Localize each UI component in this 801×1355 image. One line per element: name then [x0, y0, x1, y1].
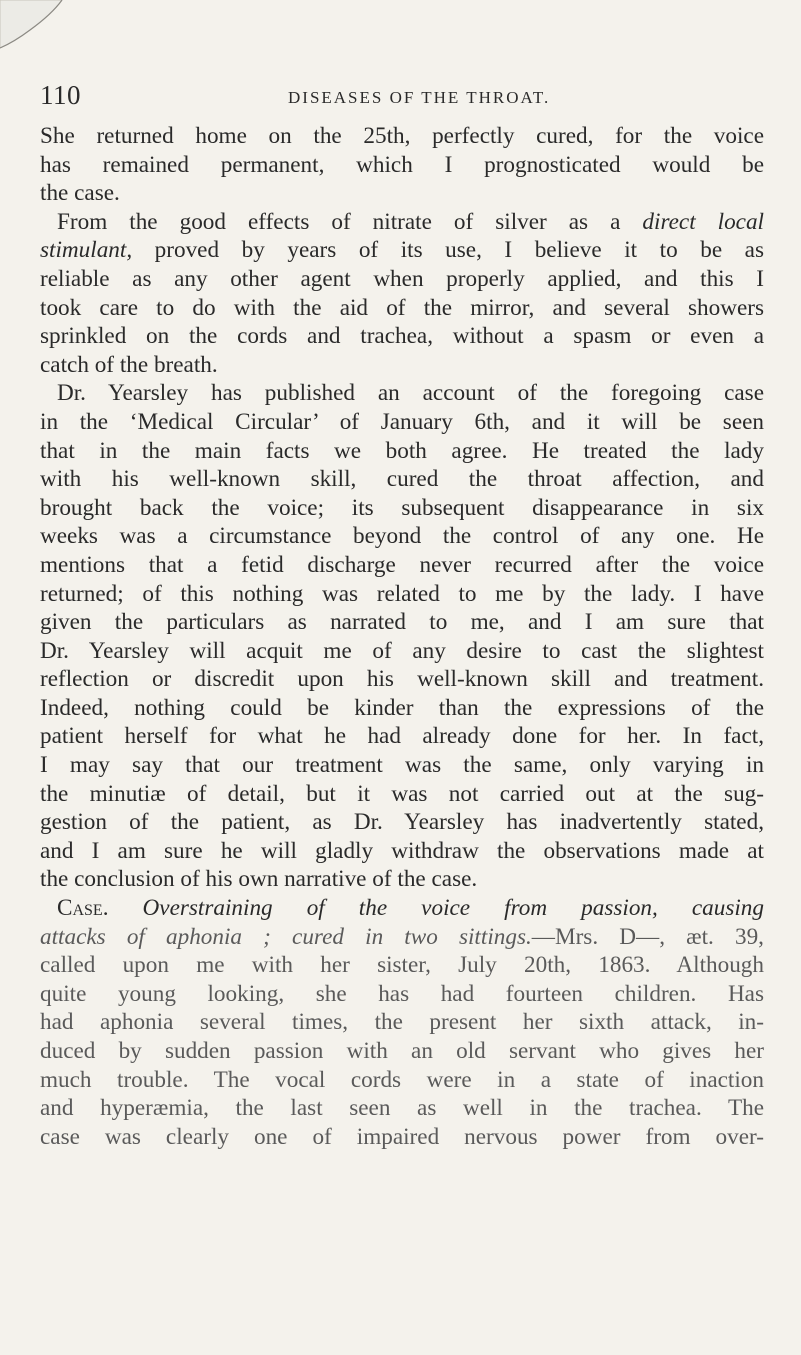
- text-line: the case.: [40, 180, 120, 207]
- italic-phrase: Overstraining of the voice from passion, causing: [108, 895, 764, 922]
- page-corner-curl: [0, 0, 70, 50]
- text-line: and I am sure he will gladly withdraw the observations made at: [40, 837, 764, 864]
- case-heading: Case.: [57, 895, 109, 922]
- italic-phrase: direct local: [642, 208, 765, 235]
- text-line: much trouble. The vocal cords were in a state of inaction: [40, 1066, 764, 1093]
- text-line: returned; of this nothing was related to me by the lady. I have: [40, 580, 764, 607]
- text-line: mentions that a fetid discharge never recurred after the voice: [40, 551, 764, 578]
- text-line: and hyperæmia, the last seen as well in the trachea. The: [40, 1095, 764, 1122]
- text-line: sprinkled on the cords and trachea, without a spasm or even a: [40, 323, 764, 350]
- text-line: had aphonia several times, the present her sixth attack, in-: [40, 1009, 764, 1036]
- text-line: From the good effects of nitrate of silver as a direct local: [57, 208, 765, 235]
- text-line: the minutiæ of detail, but it was not carried out at the sug-: [40, 780, 764, 807]
- text-line: called upon me with her sister, July 20th, 1863. Although: [40, 952, 764, 979]
- text-line: [40, 894, 764, 923]
- text-line: weeks was a circumstance beyond the control of any one. He: [40, 523, 764, 550]
- running-head: [40, 80, 760, 116]
- text-line: catch of the breath.: [40, 351, 218, 378]
- text-line: in the ‘Medical Circular’ of January 6th, and it will be seen: [40, 408, 764, 435]
- text-line: case was clearly one of impaired nervous power from over-: [40, 1123, 764, 1150]
- text-line: patient herself for what he had already done for her. In fact,: [40, 723, 764, 750]
- text-line: took care to do with the aid of the mirror, and several showers: [40, 294, 764, 321]
- text-line: Dr. Yearsley will acquit me of any desire to cast the slightest: [40, 637, 764, 664]
- text-line: Indeed, nothing could be kinder than the expressions of the: [40, 694, 764, 721]
- text-line: the conclusion of his own narrative of the case.: [40, 866, 478, 893]
- text-line: Dr. Yearsley has published an account of the foregoing case: [57, 380, 764, 407]
- text-line: duced by sudden passion with an old servant who gives her: [40, 1038, 764, 1064]
- text-line: brought back the voice; its subsequent disappearance in six: [40, 494, 764, 521]
- page-number: 110: [40, 80, 81, 110]
- text-line: attacks of aphonia ; cured in two sittings.—Mrs. D—, æt. 39,: [40, 923, 764, 950]
- body-text: [40, 122, 764, 1151]
- text-line: quite young looking, she has had fourteen children. Has: [40, 980, 764, 1007]
- text-line: that in the main facts we both agree. He treated the lady: [40, 437, 764, 464]
- text-line: I may say that our treatment was the same, only varying in: [40, 752, 764, 779]
- text-line: stimulant, proved by years of its use, I believe it to be as: [40, 237, 764, 264]
- italic-phrase: attacks of aphonia ; cured in two sittings.: [40, 923, 532, 950]
- text-line: given the particulars as narrated to me, and I am sure that: [40, 609, 764, 636]
- text-line: reliable as any other agent when properly applied, and this I: [40, 265, 764, 292]
- text-line: has remained permanent, which I prognosticated would be: [40, 151, 764, 178]
- text-line: reflection or discredit upon his well-known skill and treatment.: [40, 666, 764, 693]
- text-line: with his well-known skill, cured the throat affection, and: [40, 466, 764, 493]
- text-line: She returned home on the 25th, perfectly cured, for the voice: [40, 123, 764, 149]
- running-title: DISEASES OF THE THROAT.: [288, 88, 551, 107]
- text-line: gestion of the patient, as Dr. Yearsley has inadvertently stated,: [40, 809, 764, 836]
- italic-phrase: stimulant,: [40, 237, 133, 264]
